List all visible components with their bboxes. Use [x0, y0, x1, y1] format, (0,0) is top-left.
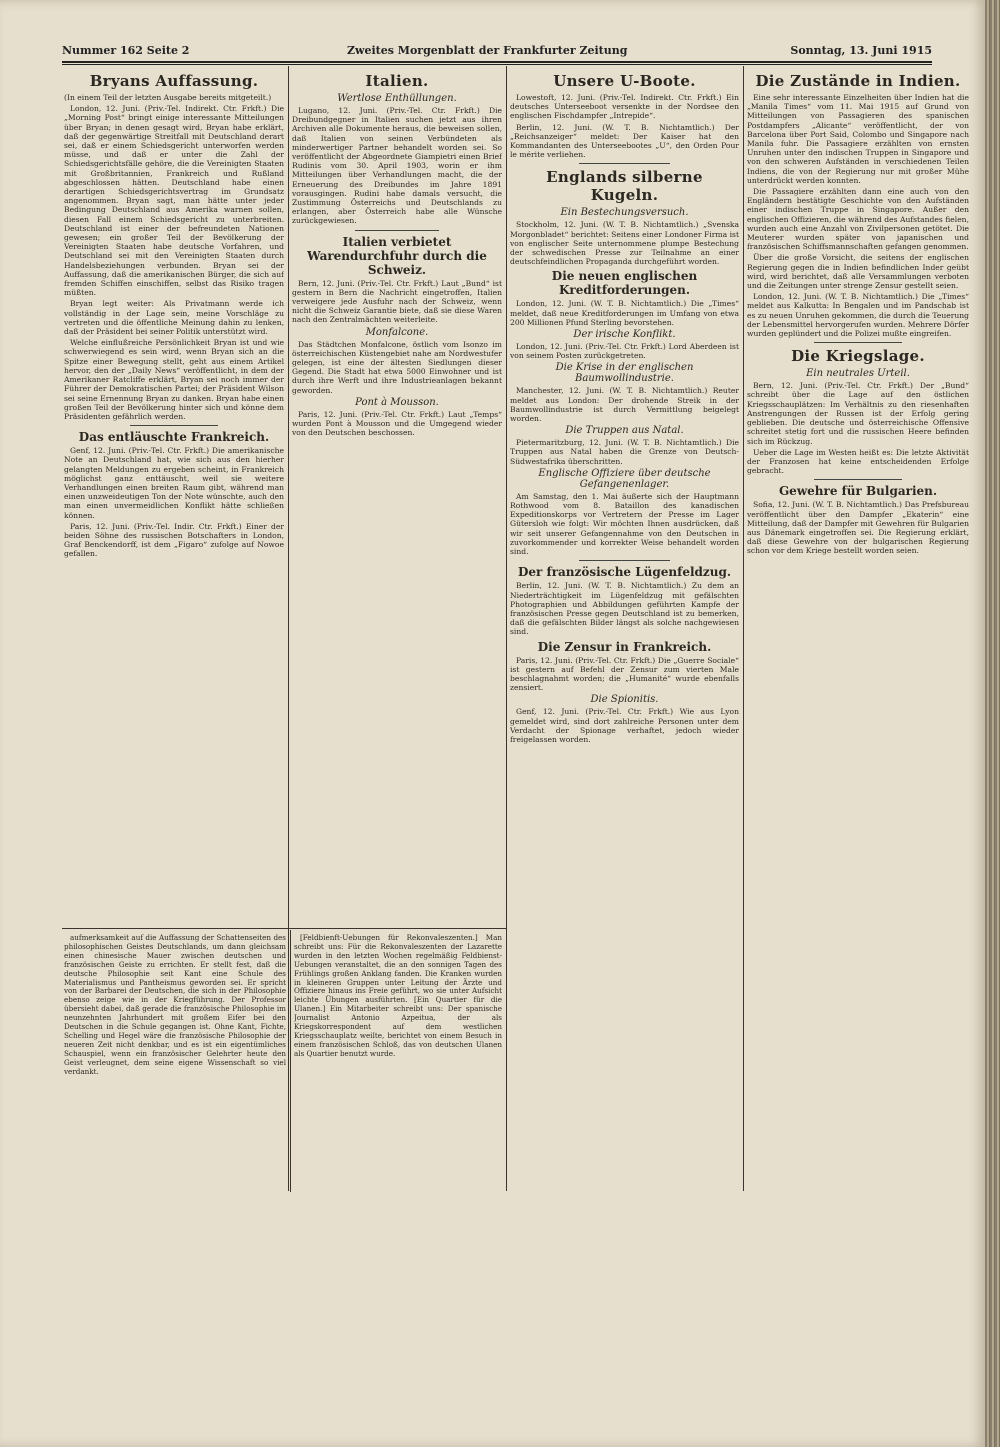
subheadline: Die Truppen aus Natal.	[565, 425, 684, 437]
article-text: Berlin, 12. Juni. (W. T. B. Nichtamtlich.) Der „Reichsanzeiger“ meldet: Der Kaiser hat den Kommandanten des Unterseebootes „U“, den Orden Pour le mérite verliehen.	[510, 122, 739, 160]
headline-italien: Italien.	[365, 72, 429, 90]
separator	[579, 163, 671, 164]
masthead	[62, 44, 932, 60]
headline-frankreich: Das entläuschte Frankreich.	[78, 430, 270, 445]
headline-kugeln: Englands silberne Kugeln.	[546, 168, 703, 205]
feuilleton-text: [Feldbienft-Uebungen für Rekonvaleszenten.] Man schreibt uns: Für die Rekonvaleszenten der Lazarette wurden in den letzten Wochen regelmäßig Feldbienst-Uebungen veranstaltet, die an den sonnigen Tagen des Frühlings großen Anklang fanden. Die Kranken wurden in kleineren Gruppen unter Leitung der Ärzte und Offiziere hinaus ins Freie geführt, wo sie unter Aufsicht leichte Übungen ausführten. [Ein Quartier für die Ulanen.] Ein Mitarbeiter schreibt uns: Der spanische Journalist Antonio Azpeitua, der als Kriegskorrespondent auf dem westlichen Kriegsschauplatz weilte, berichtet von einem Besuch in einem französischen Schloß, das von deutschen Ulanen als Quartier benutzt wurde.	[294, 934, 502, 1058]
article-note: (In einem Teil der letzten Ausgabe bereits mitgeteilt.)	[64, 93, 272, 102]
article-text: Paris, 12. Juni. (Priv.-Tel. Ctr. Frkft.) Die „Guerre Sociale“ ist gestern auf Befehl der Zensur zum vierten Male beschlagnahmt worden; die „Humanité“ wurde ebenfalls zensiert.	[510, 655, 739, 693]
masthead-rule	[62, 61, 932, 63]
separator	[579, 560, 671, 561]
headline-kredit: Die neuen englischen Kreditforderungen.	[551, 269, 698, 298]
headline-u-boote: Unsere U-Boote.	[553, 72, 696, 90]
column-1	[64, 70, 284, 925]
headline-bryan: Bryans Auffassung.	[89, 72, 259, 90]
subheadline: Der irische Konflikt.	[573, 329, 676, 341]
column-rule-1	[288, 66, 289, 1191]
binding-edge	[985, 0, 1000, 1447]
headline-warendurchfuhr: Italien verbietet Warendurchfuhr durch die Schweiz.	[307, 234, 487, 277]
article-text: Am Samstag, den 1. Mai äußerte sich der Hauptmann Rothwood vom 8. Bataillon des kanadischen Expeditionskorps vor Vertretern der Presse im Lager Gütersloh wie folgt: Wir möchten Ihnen ausdrücken, daß wir seit unserer Gefangennahme von den Deutschen in zuvorkommender und korrekter Weise behandelt worden sind.	[510, 491, 739, 557]
article-text: Genf, 12. Juni. (Priv.-Tel. Ctr. Frkft.) Die amerikanische Note an Deutschland hat, wie sich aus den hierher gelangten Meldungen zu ergeben scheint, in Frankreich möglichst ganz enttäuscht, weil sie weitere Verhandlungen einen breiten Raum gibt, während man einen unzweideutigen Ton der Note wünschte, auch den man einen unvermeidlichen Konflikt hätte schließen können.	[64, 446, 284, 520]
article-text: Manchester, 12. Juni. (W. T. B. Nichtamtlich.) Reuter meldet aus London: Der drohende Streik in der Baumwollindustrie ist durch Vermittlung beigelegt worden.	[510, 386, 739, 424]
headline-indien: Die Zustände in Indien.	[755, 72, 961, 90]
subheadline: Pont à Mousson.	[355, 396, 439, 408]
column-3	[510, 70, 739, 1190]
article-text: Eine sehr interessante Einzelheiten über Indien hat die „Manila Times“ vom 11. Mai 1915 auf Grund von Mitteilungen von Passagieren des spanischen Postdampfers „Alicante“ veröffentlicht, der von Barcelona über Port Said, Colombo und Singapore nach Manila fuhr. Die Passagiere erzählten von ernsten Unruhen unter den indischen Truppen in Singapore und von den schweren Aufständen in verschiedenen Teilen Indiens, die von der Regierung nur mit großer Mühe unterdrückt werden konnten.	[747, 93, 969, 185]
issue-number: Nummer 162 Seite 2	[62, 44, 190, 57]
headline-bulgarien: Gewehre für Bulgarien.	[778, 484, 938, 499]
article-text: Paris, 12. Juni. (Priv.-Tel. Indir. Ctr. Frkft.) Einer der beiden Söhne des russischen Botschafters in London, Graf Benckendorff, ist dem „Figaro“ zufolge auf Nowoe gefallen.	[64, 521, 284, 559]
subheadline: Ein neutrales Urteil.	[806, 368, 910, 380]
separator	[814, 479, 903, 480]
subheadline: Die Spionitis.	[590, 694, 659, 706]
article-text: Bern, 12. Juni. (Priv.-Tel. Ctr. Frkft.) Laut „Bund“ ist gestern in Bern die Nachricht eingetroffen, Italien verweigere jede Ausfuhr nach der Schweiz, wenn nicht die Schweiz Garantie biete, daß sie diese Waren nach den Zentralmächten weiterleite.	[292, 278, 502, 325]
column-rule-3	[743, 66, 744, 1191]
article-text: Ueber die Lage im Westen heißt es: Die letzte Aktivität der Franzosen hat keine entscheidenden Erfolge gebracht.	[747, 447, 969, 476]
article-text: London, 12. Juni. (W. T. B. Nichtamtlich.) Die „Times“ meldet, daß neue Kreditforderungen im Umfang von etwa 200 Millionen Pfund Sterling bevorstehen.	[510, 299, 739, 327]
separator	[355, 230, 439, 231]
article-text: Lowestoft, 12. Juni. (Priv.-Tel. Indirekt. Ctr. Frkft.) Ein deutsches Unterseeboot versenkte in der Nordsee den englischen Fischdampfer „Intrepide“.	[510, 93, 739, 121]
article-text: Die Passagiere erzählten dann eine auch von den Engländern bestätigte Geschichte von den Aufständen einer indischen Truppe in Singapore. Außer den englischen Offizieren, die während des Aufstandes fielen, wurden auch eine Anzahl von Zivilpersonen getötet. Die Meuterer wurden später von japanischen und französischen Schiffsmannschaften gefangen genommen.	[747, 187, 969, 252]
column-rule-feuilleton-1	[290, 930, 291, 1192]
column-2	[292, 70, 502, 925]
paper-title: Zweites Morgenblatt der Frankfurter Zeitung	[347, 44, 628, 57]
article-text: Welche einflußreiche Persönlichkeit Bryan ist und wie schwerwiegend es sein wird, wenn Bryan sich an die Spitze einer Bewegung stellt, geht aus einem Artikel hervor, den der „Daily News“ veröffentlicht, in dem der Amerikaner Ratcliffe erklärt, Bryan sei noch immer der Führer der Demokratischen Partei; der Präsident Wilson sei seine Ernennung Bryan zu danken. Bryan habe einen großen Teil der Bevölkerung hinter sich und könne dem Präsidenten gefährlich werden.	[64, 338, 284, 421]
headline-luegenfeldzug: Der französische Lügenfeldzug.	[517, 565, 732, 580]
article-text: Über die große Vorsicht, die seitens der englischen Regierung gegen die in Indien befindlichen Inder geübt wird, wird berichtet, daß alle Versammlungen verboten und die Zeitungen unter strenge Zensur gestellt seien.	[747, 253, 969, 291]
subheadline: Monfalcone.	[365, 326, 429, 338]
article-text: Bryan legt weiter: Als Privatmann werde ich vollständig in der Lage sein, meine Vorschläge zu vertreten und die öffentliche Meinung dahin zu lenken, daß der Präsident bei seiner Politik unterstützt wird.	[64, 299, 284, 337]
subheadline: Ein Bestechungsversuch.	[560, 207, 689, 219]
article-text: Genf, 12. Juni. (Priv.-Tel. Ctr. Frkft.) Wie aus Lyon gemeldet wird, sind dort zahlreiche Personen unter dem Verdacht der Spionage verhaftet, jedoch wieder freigelassen worden.	[510, 707, 739, 744]
column-4	[747, 70, 969, 1190]
headline-zensur: Die Zensur in Frankreich.	[537, 639, 712, 654]
article-text: London, 12. Juni. (Priv.-Tel. Ctr. Frkft.) Lord Aberdeen ist von seinem Posten zurückgetreten.	[510, 342, 739, 361]
article-text: Berlin, 12. Juni. (W. T. B. Nichtamtlich.) Zu dem an Niederträchtigkeit im Lügenfeldzug mit gefälschten Photographien und Abbildungen geführten Kampfe der französischen Presse gegen Deutschland ist zu bemerken, daß die gefälschten Bilder längst als solche nachgewiesen sind.	[510, 581, 739, 637]
feuilleton-text: aufmerksamkeit auf die Auffassung der Schattenseiten des philosophischen Geistes Deutschlands, um dann gleichsam einen chinesische Mauer zwischen deutschen und französischen Geiste zu errichten. Er stellt fest, daß die deutsche Philosophie seit Kant eine Schule des Materialismus und Pantheismus geworden sei. Er spricht von der Barbarei der Deutschen, die sich in der Philosophie ebenso zeige wie in der Kriegführung. Der Professor übersieht dabei, daß gerade die französische Philosophie im neunzehnten Jahrhundert mit großem Eifer bei den Deutschen in die Schule gegangen ist. Ohne Kant, Fichte, Schelling und Hegel wäre die französische Philosophie der neueren Zeit nicht denkbar, und es ist ein eigentümliches Schauspiel, wenn ein französischer Gelehrter heute den Geist verleugnet, dem seine eigene Wissenschaft so viel verdankt.	[64, 934, 286, 1076]
article-text: Bern, 12. Juni. (Priv.-Tel. Ctr. Frkft.) Der „Bund“ schreibt über die Lage auf den östlichen Kriegsschauplätzen: Im Verhältnis zu den riesenhaften Anstrengungen der Russen ist der Erfolg gering geblieben. Die deutsche und österreichische Offensive schreitet stetig fort und die russischen Heere befinden sich im Rückzug.	[747, 381, 969, 446]
article-text: London, 12. Juni. (W. T. B. Nichtamtlich.) Die „Times“ meldet aus Kalkutta: In Bengalen und im Pandschab ist es zu neuen Unruhen gekommen, die durch die Teuerung der Lebensmittel hervorgerufen wurden. Mehrere Dörfer wurden geplündert und die Polizei mußte eingreifen.	[747, 292, 969, 339]
article-text: Lugano, 12. Juni. (Priv.-Tel. Ctr. Frkft.) Die Dreibundgegner in Italien suchen jetzt aus ihren Archiven alle Dokumente heraus, die beweisen sollen, daß Italien von seinen Verbündeten als minderwertiger Partner behandelt worden sei. So veröffentlicht der Abgeordnete Giampietri einen Brief Rudinis vom 30. April 1903, worin er ihm Mitteilungen über Verhandlungen macht, die der Erneuerung des Dreibundes im Jahre 1891 vorausgingen. Rudini habe damals versucht, die Zustimmung Österreichs und Deutschlands zu erlangen, aber Österreich habe alle Wünsche zurückgewiesen.	[292, 106, 502, 226]
article-text: Sofia, 12. Juni. (W. T. B. Nichtamtlich.) Das Prefsbureau veröffentlicht über den Dampfer „Ekaterin“ eine Mitteilung, daß der Dampfer mit Gewehren für Bulgarien aus Dänemark eingetroffen sei. Die Regierung erklärt, daß diese Gewehre von der bulgarischen Regierung schon vor dem Kriege bestellt worden seien.	[747, 500, 969, 556]
article-text: Das Städtchen Monfalcone, östlich vom Isonzo im österreichischen Küstengebiet nahe am Nordwestufer gelegen, ist eine der ältesten Siedlungen dieser Gegend. Die Stadt hat etwa 5000 Einwohner und ist durch ihre Werft und ihre Industrieanlagen bekannt geworden.	[292, 339, 502, 395]
article-text: London, 12. Juni. (Priv.-Tel. Indirekt. Ctr. Frkft.) Die „Morning Post“ bringt einige interessante Mitteilungen über Bryan; in denen gesagt wird, Bryan habe erklärt, daß der gegenwärtige Streitfall mit Deutschland derart sei, daß er einem Schiedsgericht unterworfen werden müsse, und daß er unter die Zahl der Schiedsgerichtsfälle gehöre, die die Vereinigten Staaten mit Großbritannien, Frankreich und Rußland abgeschlossen hätten. Deutschland habe einen derartigen Schiedsgerichtsvertrag im Grundsatz angenommen. Bryan sagt, man hätte unter jeder Bedingung Deutschland aus Amerika warnen sollen, diesen Fall einem Schiedsgericht zu unterbreiten. Deutschland ist einer der befreundeten Nationen gewesen; ein großer Teil der Bevölkerung der Vereinigten Staaten habe deutsche Vorfahren, und Deutschland sei mit den Vereinigten Staaten durch Handelsbeziehungen verbunden. Bryan sei der Auffassung, daß die amerikanischen Bürger, die sich auf fremden Schiffen einschiffen, selbst das Risiko tragen müßten.	[64, 104, 284, 298]
subheadline: Die Krise in der englischen Baumwollindustrie.	[555, 362, 694, 385]
subheadline: Englische Offiziere über deutsche Gefangenenlager.	[538, 467, 711, 490]
subheadline: Wertlose Enthüllungen.	[337, 93, 457, 104]
article-text: Paris, 12. Juni. (Priv.-Tel. Ctr. Frkft.) Laut „Temps“ wurden Pont à Mousson und die Umgegend wieder von den Deutschen beschossen.	[292, 409, 502, 438]
headline-kriegslage: Die Kriegslage.	[791, 347, 925, 366]
feuilleton-middle	[294, 934, 502, 1190]
article-text: Pietermaritzburg, 12. Juni. (W. T. B. Nichtamtlich.) Die Truppen aus Natal haben die Grenze von Deutsch-Südwestafrika überschritten.	[510, 438, 739, 466]
feuilleton-rule	[62, 928, 506, 929]
column-rule-2	[506, 66, 507, 1191]
separator	[814, 342, 903, 343]
separator	[130, 425, 218, 426]
feuilleton-left	[64, 934, 286, 1190]
masthead-rule-thin	[62, 64, 932, 65]
issue-date: Sonntag, 13. Juni 1915	[790, 44, 932, 57]
article-text: Stockholm, 12. Juni. (W. T. B. Nichtamtlich.) „Svenska Morgonbladet“ berichtet: Seitens einer Londoner Firma ist von englischer Seite unternommene plumpe Bestechung der schwedischen Presse zur Teilnahme an einer deutschfeindlichen Propaganda durchgeführt worden.	[510, 220, 739, 267]
